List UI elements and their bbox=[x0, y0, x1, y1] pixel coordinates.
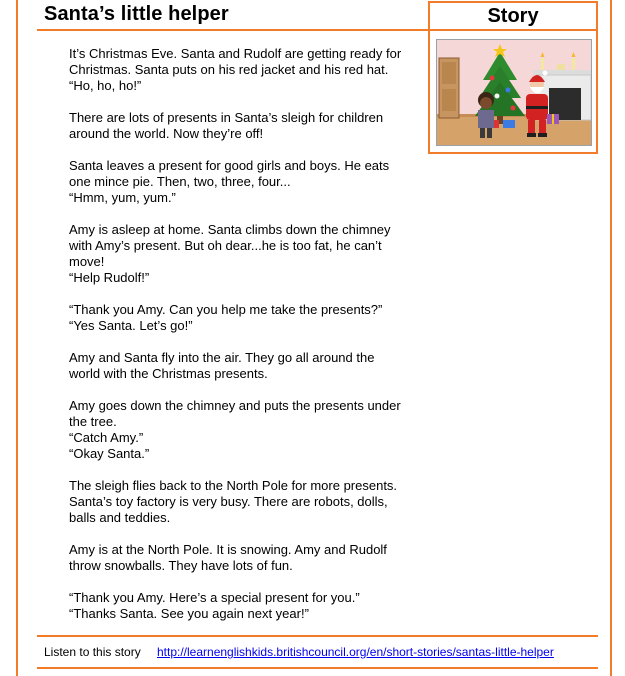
story-line: It’s Christmas Eve. Santa and Rudolf are getting ready for bbox=[69, 46, 402, 61]
footer-divider-bottom bbox=[37, 667, 598, 669]
listen-label: Listen to this story bbox=[44, 645, 141, 659]
story-illustration-icon bbox=[437, 40, 591, 145]
story-line: “Thank you Amy. Can you help me take the presents?” bbox=[69, 302, 383, 317]
left-border bbox=[16, 0, 18, 676]
footer-divider-top bbox=[37, 635, 598, 637]
story-line: Amy is at the North Pole. It is snowing. Amy and Rudolf bbox=[69, 542, 387, 557]
story-paragraph bbox=[69, 350, 429, 382]
story-paragraph bbox=[69, 478, 429, 526]
story-line: “Hmm, yum, yum.” bbox=[69, 190, 176, 205]
story-body bbox=[69, 46, 429, 638]
story-paragraph bbox=[69, 222, 429, 286]
story-line: balls and teddies. bbox=[69, 510, 171, 525]
story-line: “Yes Santa. Let’s go!” bbox=[69, 318, 193, 333]
story-line: Christmas. Santa puts on his red jacket and his red hat. bbox=[69, 62, 389, 77]
story-line: the tree. bbox=[69, 414, 117, 429]
story-paragraph bbox=[69, 302, 429, 334]
story-paragraph bbox=[69, 46, 429, 94]
story-link[interactable]: http://learnenglishkids.britishcouncil.org/en/short-stories/santas-little-helper bbox=[157, 645, 554, 659]
story-line: one mince pie. Then, two, three, four... bbox=[69, 174, 291, 189]
section-label: Story bbox=[487, 5, 539, 27]
story-line: The sleigh flies back to the North Pole for more presents. bbox=[69, 478, 398, 493]
story-paragraph bbox=[69, 398, 429, 462]
story-line: around the world. Now they’re off! bbox=[69, 126, 264, 141]
story-panel bbox=[428, 1, 598, 154]
story-line: “Okay Santa.” bbox=[69, 446, 150, 461]
story-paragraph bbox=[69, 110, 429, 142]
story-line: Santa leaves a present for good girls and boys. He eats bbox=[69, 158, 390, 173]
page-title: Santa’s little helper bbox=[44, 3, 229, 25]
story-line: “Ho, ho, ho!” bbox=[69, 78, 142, 93]
right-border bbox=[610, 0, 612, 676]
story-line: “Thank you Amy. Here’s a special present for you.” bbox=[69, 590, 360, 605]
story-paragraph bbox=[69, 158, 429, 206]
story-paragraph bbox=[69, 590, 429, 622]
story-line: There are lots of presents in Santa’s sleigh for children bbox=[69, 110, 384, 125]
story-line: Santa’s toy factory is very busy. There are robots, dolls, bbox=[69, 494, 388, 509]
story-line: “Thanks Santa. See you again next year!” bbox=[69, 606, 309, 621]
story-line: Amy goes down the chimney and puts the presents under bbox=[69, 398, 401, 413]
story-line: with Amy’s present. But oh dear...he is too fat, he can’t bbox=[69, 238, 382, 253]
story-line: Amy is asleep at home. Santa climbs down the chimney bbox=[69, 222, 391, 237]
story-line: Amy and Santa fly into the air. They go all around the bbox=[69, 350, 375, 365]
story-line: world with the Christmas presents. bbox=[69, 366, 268, 381]
story-line: “Catch Amy.” bbox=[69, 430, 144, 445]
story-line: move! bbox=[69, 254, 105, 269]
story-line: “Help Rudolf!” bbox=[69, 270, 150, 285]
story-illustration bbox=[436, 39, 592, 146]
story-paragraph bbox=[69, 542, 429, 574]
story-line: throw snowballs. They have lots of fun. bbox=[69, 558, 293, 573]
